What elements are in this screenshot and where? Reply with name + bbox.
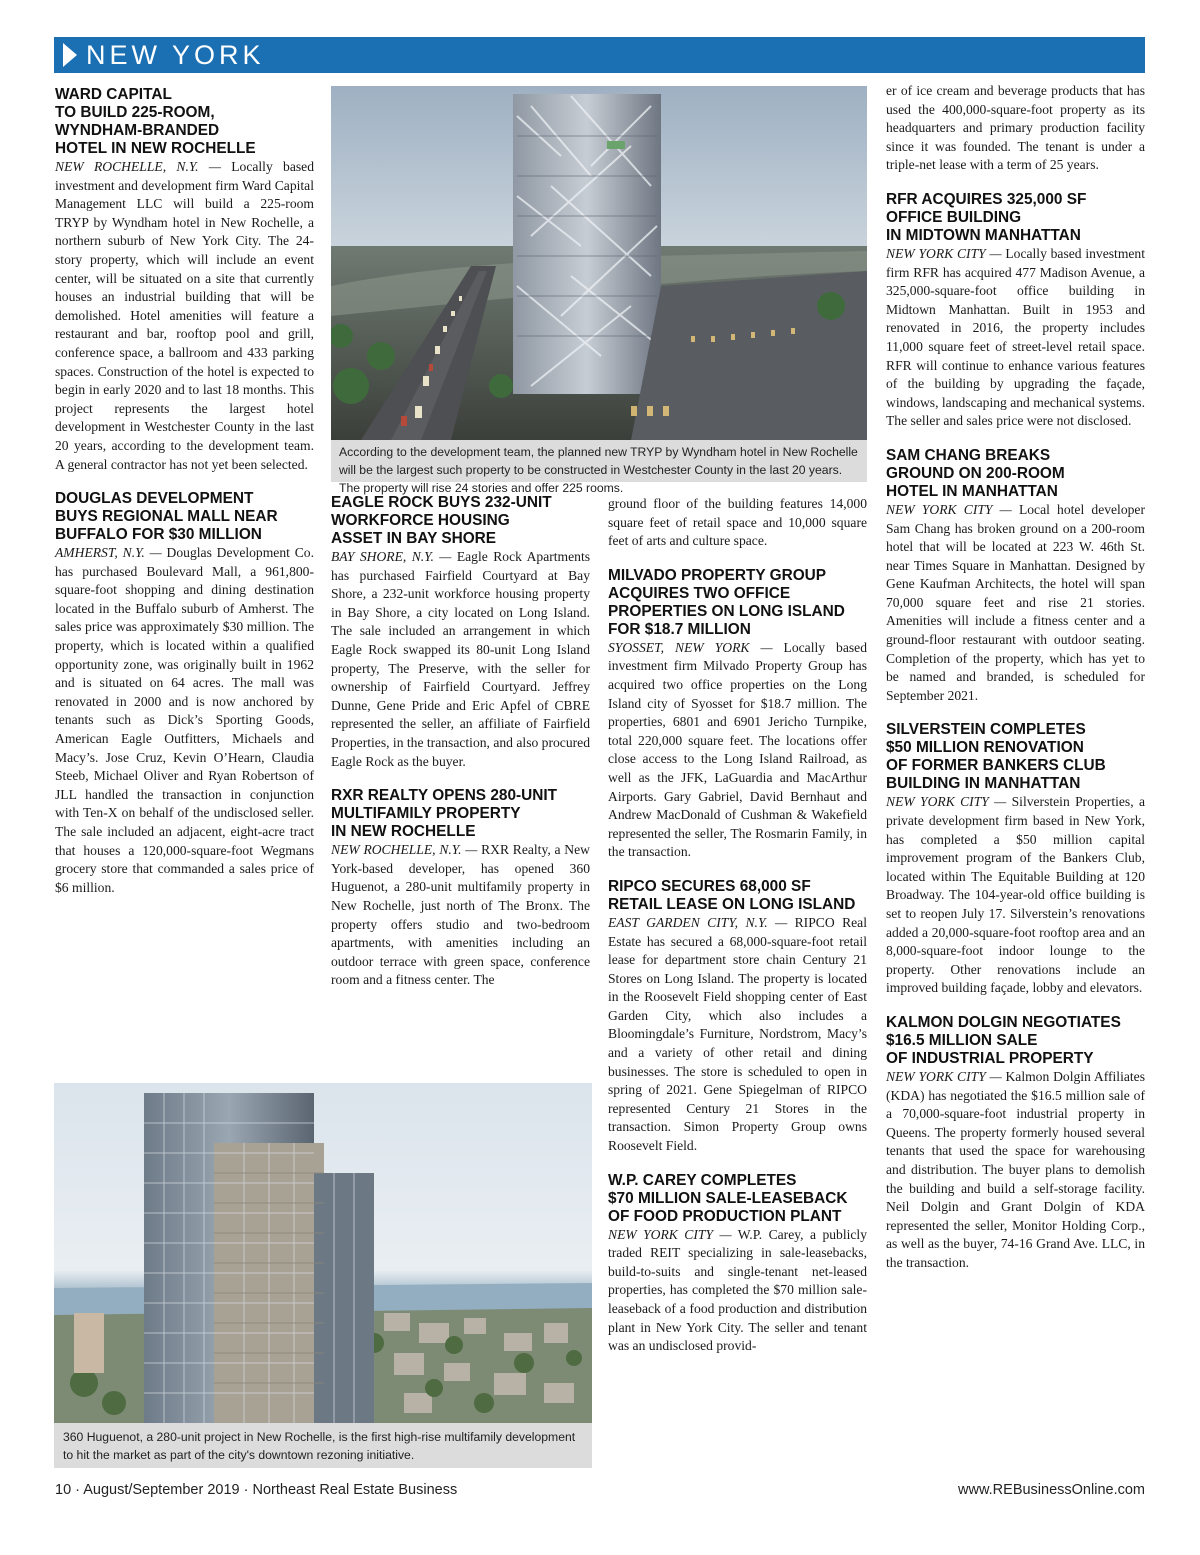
article-body <box>608 914 867 1156</box>
article-headline <box>608 567 867 639</box>
hotel-rendering-photo <box>331 86 867 440</box>
article-body <box>886 793 1145 998</box>
article-body <box>886 1068 1145 1273</box>
article-text: Eagle Rock Apartments has purchased Fairfield Courtyard at Bay Shore, a 232-unit workforce housing property in Bay Shore, a city located on Long Island. The sale included an arrangement in which Eagle Rock swapped its 80-unit Long Island property, The Preserve, with the seller for ownership of Fairfield Courtyard. Jeffrey Dunne, Gene Pride and Eric Apfel of CBRE represented the seller, an affiliate of Fairfield Properties, in the transaction, and also procured Eagle Rock as the buyer. <box>331 549 591 769</box>
section-title: NEW YORK <box>86 40 265 70</box>
article-text: W.P. Carey, a publicly traded REIT specializing in sale-leasebacks, build-to-suits and single-tenant net-leased properties, has completed the $70 million sale-leaseback of a food production and distribution plant in New York City. The seller and tenant was an undisclosed provid- <box>608 1226 867 1354</box>
article-headline <box>55 490 314 544</box>
article-body <box>608 639 867 862</box>
headline-line: KALMON DOLGIN NEGOTIATES <box>886 1013 1121 1031</box>
headline-line: $16.5 MILLION SALE <box>886 1031 1038 1049</box>
article-headline <box>608 1172 867 1226</box>
article-body <box>55 544 314 897</box>
dateline: EAST GARDEN CITY, N.Y. — <box>608 914 788 930</box>
article <box>331 494 590 771</box>
apartment-tower-image <box>54 1083 592 1423</box>
headline-line: RETAIL LEASE ON LONG ISLAND <box>608 895 856 913</box>
headline-line: $70 MILLION SALE-LEASEBACK <box>608 1189 848 1207</box>
headline-line: FOR $18.7 MILLION <box>608 620 751 638</box>
article <box>886 447 1145 706</box>
headline-line: BUYS REGIONAL MALL NEAR <box>55 508 278 526</box>
article-body <box>608 1226 867 1356</box>
article-body <box>886 245 1145 431</box>
article <box>886 721 1145 998</box>
article-text: RXR Realty, a New York-based developer, has opened 360 Huguenot, a 280-unit multifamily property in New Rochelle, just north of The Bronx. The property offers studio and two-bedroom apartments, with amenities including an outdoor terrace with green space, conference room and a fitness center. The <box>331 842 590 988</box>
article <box>608 1172 867 1356</box>
dateline: SYOSSET, NEW YORK — <box>608 639 773 655</box>
headline-line: OF FORMER BANKERS CLUB <box>886 757 1106 775</box>
article-text: Locally based investment firm RFR has acquired 477 Madison Avenue, a 325,000-square-foot office building in Midtown Manhattan. Built in 1953 and renovated in 2016, the property includes 11,000 square feet of street-level retail space. RFR will continue to enhance various features of the building by upgrading the façade, windows, landscaping and mechanical systems. The seller and sales price were not disclosed. <box>886 245 1146 429</box>
article-text: Silverstein Properties, a private development firm based in New York, has completed a $50 million capital improvement program of the Bankers Club, located within The Equitable Building at 120 Broadway. The 104-year-old office building is set to reopen July 17. Silverstein’s renovations added a 20,000-square-foot rooftop area and an 8,000-square-foot indoor lounge to the property. Other renovations include an improved building façade, lobby and elevators. <box>886 794 1145 996</box>
headline-line: $50 MILLION RENOVATION <box>886 739 1084 757</box>
play-arrow-icon <box>63 43 77 67</box>
article-headline <box>886 1014 1145 1068</box>
headline-line: DOUGLAS DEVELOPMENT <box>55 490 254 508</box>
article <box>608 878 867 1156</box>
column-4 <box>886 82 1145 1289</box>
continued-text: er of ice cream and beverage products that has used the 400,000-square-foot property as its headquarters and primary production facility since it was founded. The tenant is under a triple-net lease with a term of 25 years. <box>886 83 1145 173</box>
dateline: NEW YORK CITY — <box>886 1068 1002 1084</box>
headline-line: HOTEL IN NEW ROCHELLE <box>55 140 256 157</box>
article <box>55 86 314 474</box>
dateline: AMHERST, N.Y. — <box>55 545 162 561</box>
dateline: NEW YORK CITY — <box>886 501 1012 517</box>
dateline: NEW YORK CITY — <box>886 245 1002 261</box>
headline-line: RIPCO SECURES 68,000 SF <box>608 877 811 895</box>
headline-line: WARD CAPITAL <box>55 86 172 103</box>
article <box>886 191 1145 431</box>
article-body <box>331 548 590 771</box>
article-text: Locally based investment firm Milvado Property Group has acquired two office properties on the Long Island city of Syosset for $18.7 million. The properties, 6801 and 6901 Jericho Turnpike, total 220,000 square feet. The locations offer close access to the Long Island Railroad, as well as the JFK, LaGuardia and MacArthur Airports. Gary Gabriel, David Bernhaut and Andrew MacDonald of Cushman & Wakefield represented the seller, The Rosmarin Family, in the transaction. <box>608 639 867 860</box>
headline-line: OF FOOD PRODUCTION PLANT <box>608 1207 842 1225</box>
dateline: BAY SHORE, N.Y. — <box>331 549 452 564</box>
article-headline <box>331 787 590 841</box>
article-headline <box>886 191 1145 245</box>
headline-line: BUILDING IN MANHATTAN <box>886 775 1081 793</box>
article <box>608 567 867 862</box>
headline-line: GROUND ON 200-ROOM <box>886 464 1065 482</box>
article-headline <box>886 447 1145 501</box>
apartment-photo-caption: 360 Huguenot, a 280-unit project in New Rochelle, is the first high-rise multifamily development to hit the market as part of the city's downtown rezoning initiative. <box>54 1423 592 1468</box>
article-text: RIPCO Real Estate has secured a 68,000-square-foot retail lease for department store chain Century 21 Stores on Long Island. The property is located in the Roosevelt Field shopping center of East Garden City, which also includes a Bloomingdale’s Furniture, Nordstrom, Macy’s and a variety of other retail and dining businesses. The store is scheduled to open in spring of 2021. Gene Spiegelman of RIPCO represented Century 21 Stores in the transaction. Simon Property Group owns Roosevelt Field. <box>608 914 867 1154</box>
headline-line: IN MIDTOWN MANHATTAN <box>886 226 1081 244</box>
column-3 <box>608 495 867 1372</box>
dateline: NEW YORK CITY — <box>886 794 1007 810</box>
headline-line: SILVERSTEIN COMPLETES <box>886 721 1086 739</box>
dateline: NEW YORK CITY — <box>608 1226 732 1242</box>
headline-line: HOTEL IN MANHATTAN <box>886 482 1058 500</box>
article-text: Kalmon Dolgin Affiliates (KDA) has negotiated the $16.5 million sale of a 70,000-square-foot industrial property in Queens. The property formerly housed several tenants that used the space for warehousing and distribution. The buyer plans to demolish the building and build a self-storage facility. Neil Dolgin and Grant Dolgin of KDA represented the seller, Monitor Holding Corp., as well as the buyer, 74-16 Grand Ave. LLC, in the transaction. <box>886 1068 1145 1270</box>
article-body <box>55 158 314 474</box>
column-2 <box>331 494 590 1006</box>
headline-line: MULTIFAMILY PROPERTY <box>331 805 521 823</box>
article-headline <box>55 86 314 158</box>
headline-line: OF INDUSTRIAL PROPERTY <box>886 1049 1094 1067</box>
headline-line: TO BUILD 225-ROOM, <box>55 104 215 121</box>
continued-text: ground floor of the building features 14,000 square feet of retail space and 10,000 square feet of arts and culture space. <box>608 496 867 549</box>
article-text: Local hotel developer Sam Chang has broken ground on a 200-room hotel that will be located at 223 W. 46th St. near Times Square in Manhattan. Designed by Gene Kaufman Architects, the hotel will span 70,000 square feet and rise 21 stories. Amenities will include a fitness center and a ground-floor restaurant with outdoor seating. Completion of the property, which has yet to be named and branded, is scheduled for September 2021. <box>886 501 1145 703</box>
article <box>331 787 590 990</box>
footer-left: 10 · August/September 2019 · Northeast Real Estate Business <box>55 1482 458 1498</box>
headline-line: W.P. CAREY COMPLETES <box>608 1171 797 1189</box>
headline-line: RFR ACQUIRES 325,000 SF <box>886 190 1087 208</box>
apartment-tower-photo <box>54 1083 592 1423</box>
hotel-rendering-image <box>331 86 867 440</box>
headline-line: WORKFORCE HOUSING <box>331 512 510 529</box>
article-headline <box>608 878 867 914</box>
footer-website: www.REBusinessOnline.com <box>958 1482 1145 1498</box>
article-body <box>886 501 1145 706</box>
column-1 <box>55 86 314 913</box>
headline-line: EAGLE ROCK BUYS 232-UNIT <box>331 494 552 511</box>
headline-line: MILVADO PROPERTY GROUP <box>608 566 827 584</box>
headline-line: ACQUIRES TWO OFFICE <box>608 584 791 602</box>
headline-line: BUFFALO FOR $30 MILLION <box>55 526 262 544</box>
hotel-photo-caption: According to the development team, the planned new TRYP by Wyndham hotel in New Rochelle will be the largest such property to be constructed in Westchester County in the last 20 years. The property will rise 24 stories and offer 225 rooms. <box>331 440 867 482</box>
headline-line: RXR REALTY OPENS 280-UNIT <box>331 787 558 805</box>
article <box>55 490 314 897</box>
article-headline <box>886 721 1145 793</box>
headline-line: IN NEW ROCHELLE <box>331 823 476 841</box>
headline-line: ASSET IN BAY SHORE <box>331 530 497 547</box>
article-text: Douglas Development Co. has purchased Boulevard Mall, a 961,800-square-foot shopping and dining destination located in the Buffalo suburb of Amherst. The sales price was approximately $30 million. The property, which is located within a qualified opportunity zone, was originally built in 1962 and is situated on 64 acres. The mall was renovated in 2000 and is now anchored by tenants such as Dick’s Sporting Goods, American Eagle Outfitters, Michaels and Macy’s. Jose Cruz, Kevin O’Hearn, Claudia Steeb, Michael Oliver and Ryan Robertson of JLL handled the transaction in conjunction with Ten-X on behalf of the undisclosed seller. The sale included an adjacent, eight-acre tract that houses a 120,000-square-foot Wegmans grocery store that commanded a sales price of $6 million. <box>55 545 314 895</box>
article <box>886 1014 1145 1273</box>
headline-line: SAM CHANG BREAKS <box>886 446 1051 464</box>
article-text: Locally based investment and development firm Ward Capital Management LLC will build a 225-room TRYP by Wyndham hotel in New Rochelle, a northern suburb of New York City. The 24-story property, which will include an event center, will be situated on a site that currently houses an industrial building that will be demolished. Hotel amenities will feature a restaurant and bar, rooftop pool and grill, conference space, a ballroom and 433 parking spaces. Construction of the hotel is expected to begin in early 2020 and to last 18 months. This project represents the largest hotel development in Westchester County in the last 20 years, according to the development team. A general contractor has not yet been selected. <box>55 159 314 472</box>
headline-line: PROPERTIES ON LONG ISLAND <box>608 602 845 620</box>
headline-line: OFFICE BUILDING <box>886 208 1022 226</box>
dateline: NEW ROCHELLE, N.Y. — <box>55 159 221 174</box>
article-body <box>331 841 590 990</box>
headline-line: WYNDHAM-BRANDED <box>55 122 220 139</box>
dateline: NEW ROCHELLE, N.Y. — <box>331 842 478 858</box>
article-headline <box>331 494 590 548</box>
section-banner <box>54 37 1145 73</box>
